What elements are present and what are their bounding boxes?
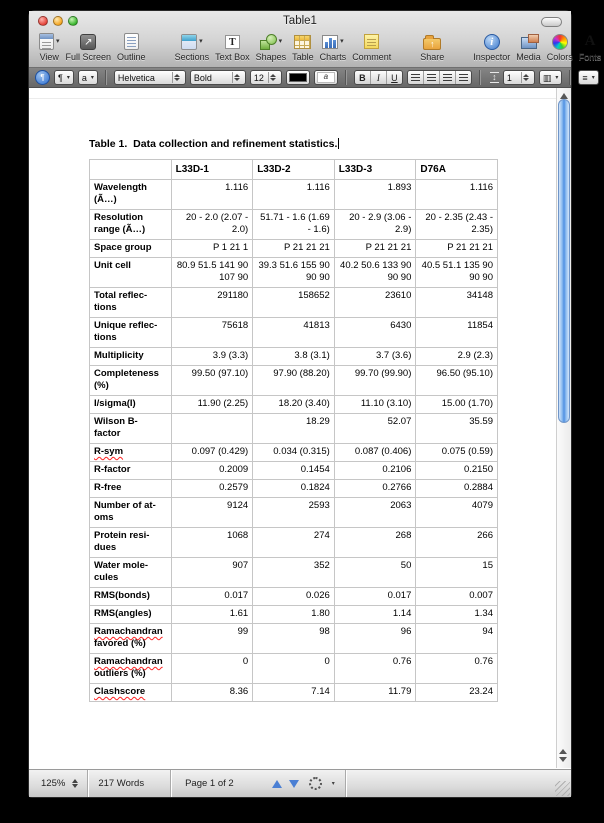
cell-value[interactable]: 266: [416, 528, 498, 558]
row-label[interactable]: Number of at- oms: [90, 498, 172, 528]
scrollbar-thumb[interactable]: [558, 99, 570, 423]
scroll-up-arrow-icon[interactable]: [560, 89, 568, 99]
row-label[interactable]: Unique reflec- tions: [90, 318, 172, 348]
cell-value[interactable]: 268: [334, 528, 416, 558]
table-row: [90, 684, 498, 702]
cell-value[interactable]: 99.50 (97.10): [171, 366, 253, 396]
line-spacing-value: 1: [506, 72, 512, 83]
chevron-down-icon: ▾: [56, 38, 60, 45]
toolbar-item-label: Text Box: [215, 52, 250, 62]
window-chrome: [29, 11, 602, 68]
cell-value[interactable]: 3.7 (3.6): [334, 348, 416, 366]
cell-value[interactable]: 2.9 (2.3): [416, 348, 498, 366]
sections-icon: [181, 32, 203, 51]
cell-value[interactable]: 0.2766: [334, 480, 416, 498]
toolbar-item-label: Media: [516, 52, 541, 62]
cell-value[interactable]: 158652: [253, 288, 335, 318]
toolbar-item-colors[interactable]: [544, 31, 576, 63]
fonts-icon: [584, 32, 597, 51]
toolbar-item-comment[interactable]: [349, 31, 394, 63]
zoom-level: 125%: [41, 778, 66, 789]
toolbar-item-label: Share: [420, 52, 445, 62]
cell-value[interactable]: 2593: [253, 498, 335, 528]
previous-page-button[interactable]: [272, 780, 282, 788]
gear-menu-button[interactable]: [309, 777, 322, 790]
cell-value[interactable]: 0.1824: [253, 480, 335, 498]
cell-value[interactable]: 274: [253, 528, 335, 558]
list-style-dropdown[interactable]: [578, 70, 598, 85]
row-label[interactable]: R-sym: [90, 444, 172, 462]
align-left-icon: [411, 74, 420, 81]
cell-value[interactable]: 6430: [334, 318, 416, 348]
font-size-dropdown[interactable]: [250, 70, 282, 85]
format-bar: [29, 68, 595, 88]
cell-value[interactable]: 1068: [171, 528, 253, 558]
line-spacing-icon: [490, 71, 499, 84]
table-caption-text: Table 1. Data collection and refinement statistics.: [89, 138, 338, 150]
align-center-icon: [427, 74, 436, 81]
app-window: [28, 10, 602, 798]
row-label[interactable]: Ramachandran outliers (%): [90, 654, 172, 684]
cell-value[interactable]: [171, 414, 253, 444]
outline-icon: [124, 32, 139, 51]
divider: [569, 70, 571, 85]
cell-value[interactable]: 99.70 (99.90): [334, 366, 416, 396]
table-row: [90, 240, 498, 258]
cell-value[interactable]: 35.59: [416, 414, 498, 444]
row-label[interactable]: Resolution range (Ã…): [90, 210, 172, 240]
align-right-button[interactable]: [440, 71, 456, 84]
toolbar-item-share[interactable]: [417, 31, 447, 63]
resize-grip[interactable]: [555, 781, 570, 796]
table-row: [90, 210, 498, 240]
corner-header[interactable]: [90, 160, 172, 180]
stepper-icon: [268, 72, 278, 83]
toolbar-item-charts[interactable]: [317, 31, 350, 63]
cell-value[interactable]: 3.9 (3.3): [171, 348, 253, 366]
cell-value[interactable]: 7.14: [253, 684, 335, 702]
cell-value[interactable]: 15: [416, 558, 498, 588]
cell-value[interactable]: 15.00 (1.70): [416, 396, 498, 414]
colors-icon: [552, 32, 568, 51]
cell-value[interactable]: 0: [171, 654, 253, 684]
zoom-stepper-icon[interactable]: [70, 778, 79, 790]
toolbar-item-label: Sections: [174, 52, 210, 62]
toolbar-item-table[interactable]: [289, 31, 317, 63]
row-label[interactable]: Water mole- cules: [90, 558, 172, 588]
styles-drawer-button[interactable]: [35, 70, 50, 85]
chevron-down-icon: ▾: [331, 781, 335, 787]
toolbar-item-label: Inspector: [473, 52, 511, 62]
status-bar: [29, 769, 571, 797]
row-label[interactable]: Protein resi- dues: [90, 528, 172, 558]
document-area: [29, 88, 571, 768]
typeface-dropdown[interactable]: [190, 70, 246, 85]
font-size-value: 12: [253, 72, 264, 83]
typeface-value: Bold: [193, 72, 212, 83]
table-icon: [294, 32, 311, 51]
table-row: [90, 606, 498, 624]
cell-value[interactable]: 3.8 (3.1): [253, 348, 335, 366]
cell-value[interactable]: 1.116: [171, 180, 253, 210]
cell-value[interactable]: 1.34: [416, 606, 498, 624]
cell-value[interactable]: 0.1454: [253, 462, 335, 480]
row-label[interactable]: Completeness (%): [90, 366, 172, 396]
window-controls: [38, 16, 78, 26]
cell-value[interactable]: 0.097 (0.429): [171, 444, 253, 462]
cell-value[interactable]: P 21 21 21: [334, 240, 416, 258]
page-navigation: [248, 777, 345, 790]
chevron-down-icon: ▾: [591, 75, 595, 81]
cell-value[interactable]: 0.026: [253, 588, 335, 606]
chevron-down-icon: ▾: [90, 75, 94, 81]
cell-value[interactable]: 0.76: [334, 654, 416, 684]
text-style-buttons: [354, 70, 403, 85]
table-row: [90, 588, 498, 606]
fullscreen-icon: [80, 32, 96, 51]
toolbar-toggle-button[interactable]: [541, 17, 562, 27]
row-label[interactable]: Wavelength (Ã…): [90, 180, 172, 210]
toolbar-item-inspector[interactable]: [470, 31, 513, 63]
row-label[interactable]: Multiplicity: [90, 348, 172, 366]
column-header[interactable]: L33D-3: [334, 160, 416, 180]
toolbar-item-view[interactable]: [36, 31, 63, 63]
cell-value[interactable]: 41813: [253, 318, 335, 348]
chevron-down-icon: ▾: [278, 38, 283, 45]
paragraph-style-dropdown[interactable]: [54, 70, 74, 85]
cell-value[interactable]: 0: [253, 654, 335, 684]
cell-value[interactable]: 1.116: [416, 180, 498, 210]
charts-icon: [322, 32, 344, 51]
cell-value[interactable]: 11854: [416, 318, 498, 348]
cell-value[interactable]: 20 - 2.0 (2.07 - 2.0): [171, 210, 253, 240]
row-label[interactable]: Unit cell: [90, 258, 172, 288]
shapes-icon: [260, 32, 283, 51]
cell-value[interactable]: 20 - 2.35 (2.43 - 2.35): [416, 210, 498, 240]
cell-value[interactable]: 0.017: [171, 588, 253, 606]
toolbar-item-label: Comment: [352, 52, 392, 62]
cell-value[interactable]: 23610: [334, 288, 416, 318]
cell-value[interactable]: 0.2150: [416, 462, 498, 480]
zoom-button[interactable]: [68, 16, 78, 26]
minimize-button[interactable]: [53, 16, 63, 26]
cell-value[interactable]: 291180: [171, 288, 253, 318]
columns-icon: ▥: [542, 72, 552, 83]
cell-value[interactable]: 2063: [334, 498, 416, 528]
chevron-down-icon: ▾: [555, 75, 559, 81]
table-header-row: [90, 160, 498, 180]
cell-value[interactable]: 80.9 51.5 141 90 107 90: [171, 258, 253, 288]
italic-button[interactable]: I: [371, 71, 387, 84]
paragraph-style-value: ¶: [58, 72, 63, 83]
toolbar-item-label: Outline: [117, 52, 146, 62]
stepper-icon: [521, 72, 531, 83]
cell-value[interactable]: P 21 21 21: [416, 240, 498, 258]
cell-value[interactable]: 40.2 50.6 133 90 90 90: [334, 258, 416, 288]
cell-value[interactable]: 75618: [171, 318, 253, 348]
toolbar-item-outline[interactable]: [114, 31, 149, 63]
cell-value[interactable]: 96: [334, 624, 416, 654]
toolbar-item-label: Fonts: [578, 52, 602, 62]
divider: [105, 70, 107, 85]
toolbar-item-fullscreen[interactable]: [63, 31, 115, 63]
cell-value[interactable]: 1.14: [334, 606, 416, 624]
table-row: [90, 366, 498, 396]
statistics-table: [89, 159, 498, 702]
font-family-value: Helvetica: [117, 72, 155, 83]
column-header[interactable]: L33D-1: [171, 160, 253, 180]
alignment-buttons: [407, 70, 472, 85]
table-row: [90, 258, 498, 288]
word-count: 217 Words: [98, 778, 145, 789]
view-icon: [39, 32, 60, 51]
underline-button[interactable]: U: [391, 72, 398, 83]
font-family-dropdown[interactable]: [114, 70, 186, 85]
row-label[interactable]: Wilson B- factor: [90, 414, 172, 444]
table-body: [90, 180, 498, 702]
page-indicator: Page 1 of 2: [185, 778, 234, 789]
toolbar-item-label: Full Screen: [65, 52, 112, 62]
table-row: [90, 498, 498, 528]
table-row: [90, 414, 498, 444]
row-label[interactable]: Total reflec- tions: [90, 288, 172, 318]
column-header[interactable]: L33D-2: [253, 160, 335, 180]
toolbar-item-label: Colors: [546, 52, 573, 62]
row-label[interactable]: RMS(angles): [90, 606, 172, 624]
close-button[interactable]: [38, 16, 48, 26]
media-icon: [521, 32, 537, 51]
row-label[interactable]: Ramachandran favored (%): [90, 624, 172, 654]
cell-value[interactable]: 97.90 (88.20): [253, 366, 335, 396]
cell-value[interactable]: 40.5 51.1 135 90 90 90: [416, 258, 498, 288]
scroll-down-button[interactable]: [559, 757, 567, 766]
stepper-icon: [232, 72, 242, 83]
cell-value[interactable]: 18.29: [253, 414, 335, 444]
text-color-well[interactable]: [286, 70, 310, 85]
columns-dropdown[interactable]: [539, 70, 563, 85]
cell-value[interactable]: 907: [171, 558, 253, 588]
character-style-value: a: [81, 72, 87, 83]
toolbar-item-fonts[interactable]: [576, 31, 604, 63]
share-icon: [423, 32, 441, 51]
scroll-up-button[interactable]: [559, 745, 567, 754]
cell-value[interactable]: 94: [416, 624, 498, 654]
toolbar-item-label: Charts: [319, 52, 347, 62]
cell-value[interactable]: 99: [171, 624, 253, 654]
chevron-down-icon: ▾: [66, 75, 70, 81]
cell-value[interactable]: 1.61: [171, 606, 253, 624]
row-label[interactable]: R-factor: [90, 462, 172, 480]
toolbar-item-textbox[interactable]: [212, 31, 253, 63]
cell-value[interactable]: 0.2106: [334, 462, 416, 480]
align-center-button[interactable]: [424, 71, 440, 84]
cell-value[interactable]: 1.893: [334, 180, 416, 210]
toolbar-item-label: View: [39, 52, 59, 62]
cell-value[interactable]: 18.20 (3.40): [253, 396, 335, 414]
vertical-scrollbar[interactable]: [556, 88, 571, 768]
align-right-icon: [443, 74, 452, 81]
align-justify-icon: [459, 74, 468, 81]
document-page[interactable]: [89, 138, 499, 702]
textbox-icon: [225, 32, 240, 51]
cell-value[interactable]: 9124: [171, 498, 253, 528]
text-cursor: [338, 138, 339, 149]
cell-value[interactable]: 4079: [416, 498, 498, 528]
align-justify-button[interactable]: [456, 71, 471, 84]
table-row: [90, 318, 498, 348]
window-title: Table1: [283, 15, 317, 27]
toolbar-item-sections[interactable]: [172, 31, 213, 63]
toolbar: [29, 31, 602, 67]
cell-value[interactable]: 0.2579: [171, 480, 253, 498]
title-bar[interactable]: [29, 11, 571, 31]
cell-value[interactable]: 8.36: [171, 684, 253, 702]
cell-value[interactable]: 11.10 (3.10): [334, 396, 416, 414]
table-row: [90, 528, 498, 558]
cell-value[interactable]: 0.017: [334, 588, 416, 606]
toolbar-item-label: Shapes: [255, 52, 287, 62]
cell-value[interactable]: P 21 21 21: [253, 240, 335, 258]
table-row: [90, 480, 498, 498]
cell-value[interactable]: 50: [334, 558, 416, 588]
cell-value[interactable]: 39.3 51.6 155 90 90 90: [253, 258, 335, 288]
cell-value[interactable]: 1.80: [253, 606, 335, 624]
table-row: [90, 444, 498, 462]
divider: [345, 770, 346, 797]
scroll-arrow-buttons: [559, 745, 567, 766]
divider: [479, 70, 481, 85]
stepper-icon: [172, 72, 182, 83]
inspector-icon: [484, 32, 500, 51]
cell-value[interactable]: 0.075 (0.59): [416, 444, 498, 462]
cell-value[interactable]: 352: [253, 558, 335, 588]
cell-value[interactable]: 0.76: [416, 654, 498, 684]
cell-value[interactable]: 0.2009: [171, 462, 253, 480]
zoom-level-control[interactable]: [29, 778, 87, 790]
table-row: [90, 624, 498, 654]
cell-value[interactable]: 34148: [416, 288, 498, 318]
cell-value[interactable]: 20 - 2.9 (3.06 - 2.9): [334, 210, 416, 240]
cell-value[interactable]: 23.24: [416, 684, 498, 702]
toolbar-item-shapes[interactable]: [253, 31, 290, 63]
table-row: [90, 348, 498, 366]
comment-icon: [364, 32, 379, 51]
table-row: [90, 396, 498, 414]
toolbar-item-media[interactable]: [513, 31, 544, 63]
chevron-down-icon: ▾: [340, 38, 344, 45]
bold-button[interactable]: B: [355, 71, 371, 84]
toolbar-item-label: Table: [292, 52, 314, 62]
table-row: [90, 288, 498, 318]
cell-value[interactable]: 96.50 (95.10): [416, 366, 498, 396]
character-style-dropdown[interactable]: [78, 70, 98, 85]
cell-value[interactable]: 11.79: [334, 684, 416, 702]
cell-value[interactable]: 98: [253, 624, 335, 654]
cell-value[interactable]: 51.71 - 1.6 (1.69 - 1.6): [253, 210, 335, 240]
cell-value[interactable]: 0.007: [416, 588, 498, 606]
column-header[interactable]: D76A: [416, 160, 498, 180]
chevron-down-icon: ▾: [199, 38, 203, 45]
row-label[interactable]: RMS(bonds): [90, 588, 172, 606]
next-page-button[interactable]: [289, 780, 299, 788]
row-label[interactable]: Space group: [90, 240, 172, 258]
list-icon: ≡: [582, 72, 588, 83]
cell-value[interactable]: 0.2884: [416, 480, 498, 498]
align-left-button[interactable]: [408, 71, 424, 84]
cell-value[interactable]: 0.087 (0.406): [334, 444, 416, 462]
cell-value[interactable]: 11.90 (2.25): [171, 396, 253, 414]
cell-value[interactable]: P 1 21 1: [171, 240, 253, 258]
table-row: [90, 654, 498, 684]
cell-value[interactable]: 0.034 (0.315): [253, 444, 335, 462]
background-color-swatch: [317, 72, 335, 83]
table-row: [90, 558, 498, 588]
line-spacing-dropdown[interactable]: [503, 70, 535, 85]
table-row: [90, 462, 498, 480]
ruler[interactable]: [29, 88, 556, 99]
row-label[interactable]: R-free: [90, 480, 172, 498]
row-label[interactable]: Clashscore: [90, 684, 172, 702]
divider: [345, 70, 347, 85]
cell-value[interactable]: 52.07: [334, 414, 416, 444]
table-row: [90, 180, 498, 210]
table-caption[interactable]: [89, 138, 499, 150]
row-label[interactable]: I/sigma(I): [90, 396, 172, 414]
text-color-swatch: [289, 73, 307, 82]
character-background-color-well[interactable]: [314, 70, 338, 85]
cell-value[interactable]: 1.116: [253, 180, 335, 210]
